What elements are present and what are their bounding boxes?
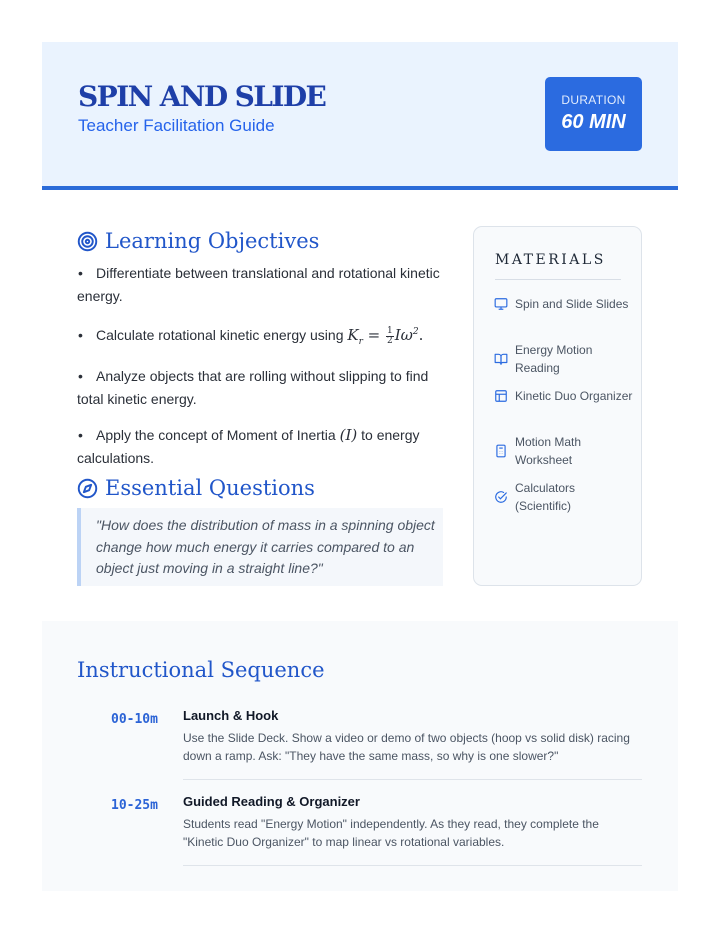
bullet: • <box>78 368 83 384</box>
material-label: Kinetic Duo Organizer <box>515 389 633 403</box>
step-description: Use the Slide Deck. Show a video or demo of two objects (hoop vs solid disk) racing down a ramp. Ask: "They have the same mass, so why is one slower?" <box>183 731 630 763</box>
bullet: • <box>78 327 83 343</box>
bullet: • <box>78 265 83 281</box>
material-item <box>494 387 634 405</box>
objective-text: Analyze objects that are rolling without slipping to find total kinetic energy. <box>77 368 429 407</box>
material-item <box>494 295 634 313</box>
fraction-numerator: 1 <box>387 325 393 336</box>
material-label: Spin and Slide Slides <box>515 297 629 311</box>
formula-rhs: Iω <box>394 326 413 344</box>
header-banner <box>42 42 678 190</box>
formula-end: . <box>418 326 424 344</box>
fraction-denominator: 2 <box>387 335 393 346</box>
bullet: • <box>78 427 83 443</box>
page-subtitle: Teacher Facilitation Guide <box>78 116 275 135</box>
formula-lhs: K <box>347 326 359 344</box>
duration-label: DURATION <box>561 93 626 107</box>
monitor-icon <box>494 297 508 311</box>
objective-text: Differentiate between translational and rotational kinetic energy. <box>77 265 440 304</box>
duration-badge <box>545 77 642 151</box>
instructional-sequence-section <box>42 621 678 891</box>
materials-panel <box>473 226 642 586</box>
duration-value: 60 MIN <box>561 111 626 133</box>
learning-objectives-title: Learning Objectives <box>105 229 320 253</box>
layout-icon <box>494 389 508 403</box>
objective-text-tail: to energy calculations. <box>77 427 420 466</box>
material-item <box>494 341 634 377</box>
step-description: Students read "Energy Motion" independently. As they read, they complete the "Kinetic Duo Organizer" to map linear vs rotational variables. <box>183 817 599 849</box>
learning-objectives-heading <box>77 229 319 253</box>
list-item <box>77 365 442 411</box>
book-icon <box>494 352 508 366</box>
formula-lhs-sub: r <box>358 337 363 347</box>
objectives-list <box>77 262 442 481</box>
step-body <box>183 707 642 780</box>
calculator-icon <box>494 444 508 458</box>
materials-title: MATERIALS <box>495 252 621 280</box>
rotational-ke-formula <box>347 325 424 347</box>
compass-icon <box>77 478 98 499</box>
page-title: SPIN AND SLIDE <box>78 80 326 113</box>
material-item <box>494 433 634 469</box>
step-time: 10-25m <box>111 798 158 813</box>
formula-fraction <box>386 327 394 346</box>
step-body <box>183 793 642 866</box>
material-label: Calculators (Scientific) <box>515 481 576 513</box>
instructional-sequence-title: Instructional Sequence <box>77 658 325 682</box>
essential-questions-title: Essential Questions <box>105 476 315 500</box>
step-time: 00-10m <box>111 712 158 727</box>
check-circle-icon <box>494 490 508 504</box>
essential-questions-heading <box>77 476 315 500</box>
list-item <box>77 262 442 308</box>
material-label: Motion Math Worksheet <box>515 435 582 467</box>
target-icon <box>77 231 98 252</box>
essential-question-quote: "How does the distribution of mass in a spinning object change how much energy it carries compared to an object just moving in a straight line?" <box>77 508 443 586</box>
list-item <box>77 424 442 470</box>
formula-equals: = <box>362 326 386 344</box>
inertia-symbol: (I) <box>339 426 358 444</box>
formula-rhs-sup: 2 <box>412 327 419 337</box>
objective-text: Calculate rotational kinetic energy using <box>96 327 344 343</box>
step-title: Launch & Hook <box>183 708 279 723</box>
step-title: Guided Reading & Organizer <box>183 794 360 809</box>
material-item <box>494 479 634 515</box>
objective-text: Apply the concept of Moment of Inertia <box>96 427 336 443</box>
list-item <box>77 321 442 354</box>
material-label: Energy Motion Reading <box>515 343 593 375</box>
